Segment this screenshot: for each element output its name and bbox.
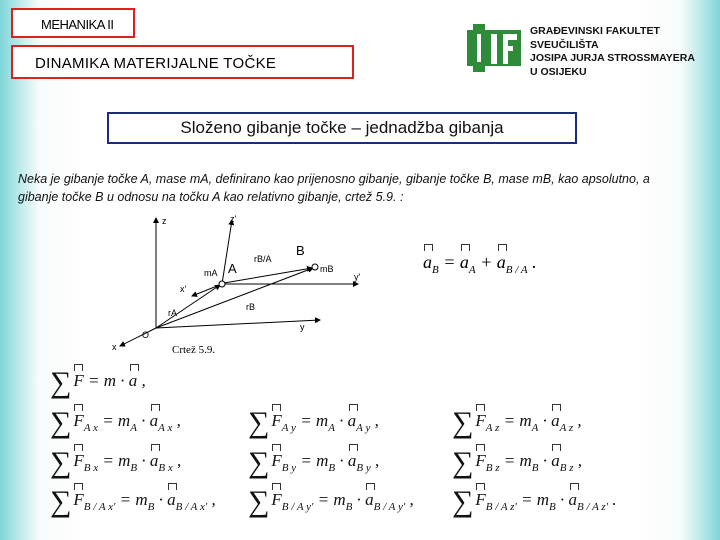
eq-by: ∑ $F_{B y} = m_B \cdot a_{B y}$ ,: [248, 446, 380, 479]
eq-ax: ∑ $F_{A x} = m_A \cdot a_{A x}$ ,: [50, 406, 181, 439]
slide-title: Složeno gibanje točke – jednadžba gibanja: [107, 112, 577, 144]
eq-az: ∑ $F_{A z} = m_A \cdot a_{A z}$ ,: [452, 406, 582, 439]
origin-label: O: [142, 330, 150, 340]
eq-baz: ∑ $F_{B / A z'} = m_B \cdot a_{B / A z'}$ .: [452, 485, 617, 518]
mass-b-label: mB: [320, 264, 334, 274]
course-label: MEHANIKA II: [11, 8, 135, 38]
point-a-label: A: [228, 261, 237, 276]
topic-label: DINAMIKA MATERIJALNE TOČKE: [11, 45, 354, 79]
figure-caption: Crtež 5.9.: [172, 344, 216, 356]
mass-a-label: mA: [204, 268, 218, 278]
vector-rba-label: rB/A: [254, 254, 272, 264]
axis-y: y: [300, 322, 305, 332]
institution-name: GRAĐEVINSKI FAKULTET SVEUČILIŠTA JOSIPA JURJA STROSSMAYERA U OSIJEKU: [530, 25, 695, 78]
point-b-label: B: [296, 243, 305, 258]
eq-bay: ∑ $F_{B / A y'} = m_B \cdot a_{B / A y'}$ ,: [248, 485, 414, 518]
acceleration-equation: $a_B = a_A + a_{B / A}$ .: [423, 252, 537, 276]
intro-paragraph: Neka je gibanje točke A, mase mA, definirano kao prijenosno gibanje, gibanje točke B, mase mB, kao apsolutno, a gibanje točke B u odnosu na točku A kao relativno gibanje, crtež 5.9. :: [18, 172, 650, 204]
faculty-logo: [467, 24, 521, 72]
axis-y-prime: y': [354, 272, 361, 282]
axis-x: x: [112, 342, 117, 352]
axis-z-prime: z': [230, 214, 237, 224]
eq-newton: ∑ F = m · a ,: [50, 366, 146, 399]
eq-bax: ∑ $F_{B / A x'} = m_B \cdot a_{B / A x'}$ ,: [50, 485, 216, 518]
eq-bz: ∑ $F_{B z} = m_B \cdot a_{B z}$ ,: [452, 446, 583, 479]
vector-rb-label: rB: [246, 302, 255, 312]
eq-ay: ∑ $F_{A y} = m_A \cdot a_{A y}$ ,: [248, 406, 379, 439]
eq-bx: ∑ $F_{B x} = m_B \cdot a_{B x}$ ,: [50, 446, 182, 479]
axis-x-prime: x': [180, 284, 187, 294]
vector-ra-label: rA: [168, 308, 177, 318]
axis-z: z: [162, 216, 167, 226]
figure-5-9: [110, 210, 380, 360]
